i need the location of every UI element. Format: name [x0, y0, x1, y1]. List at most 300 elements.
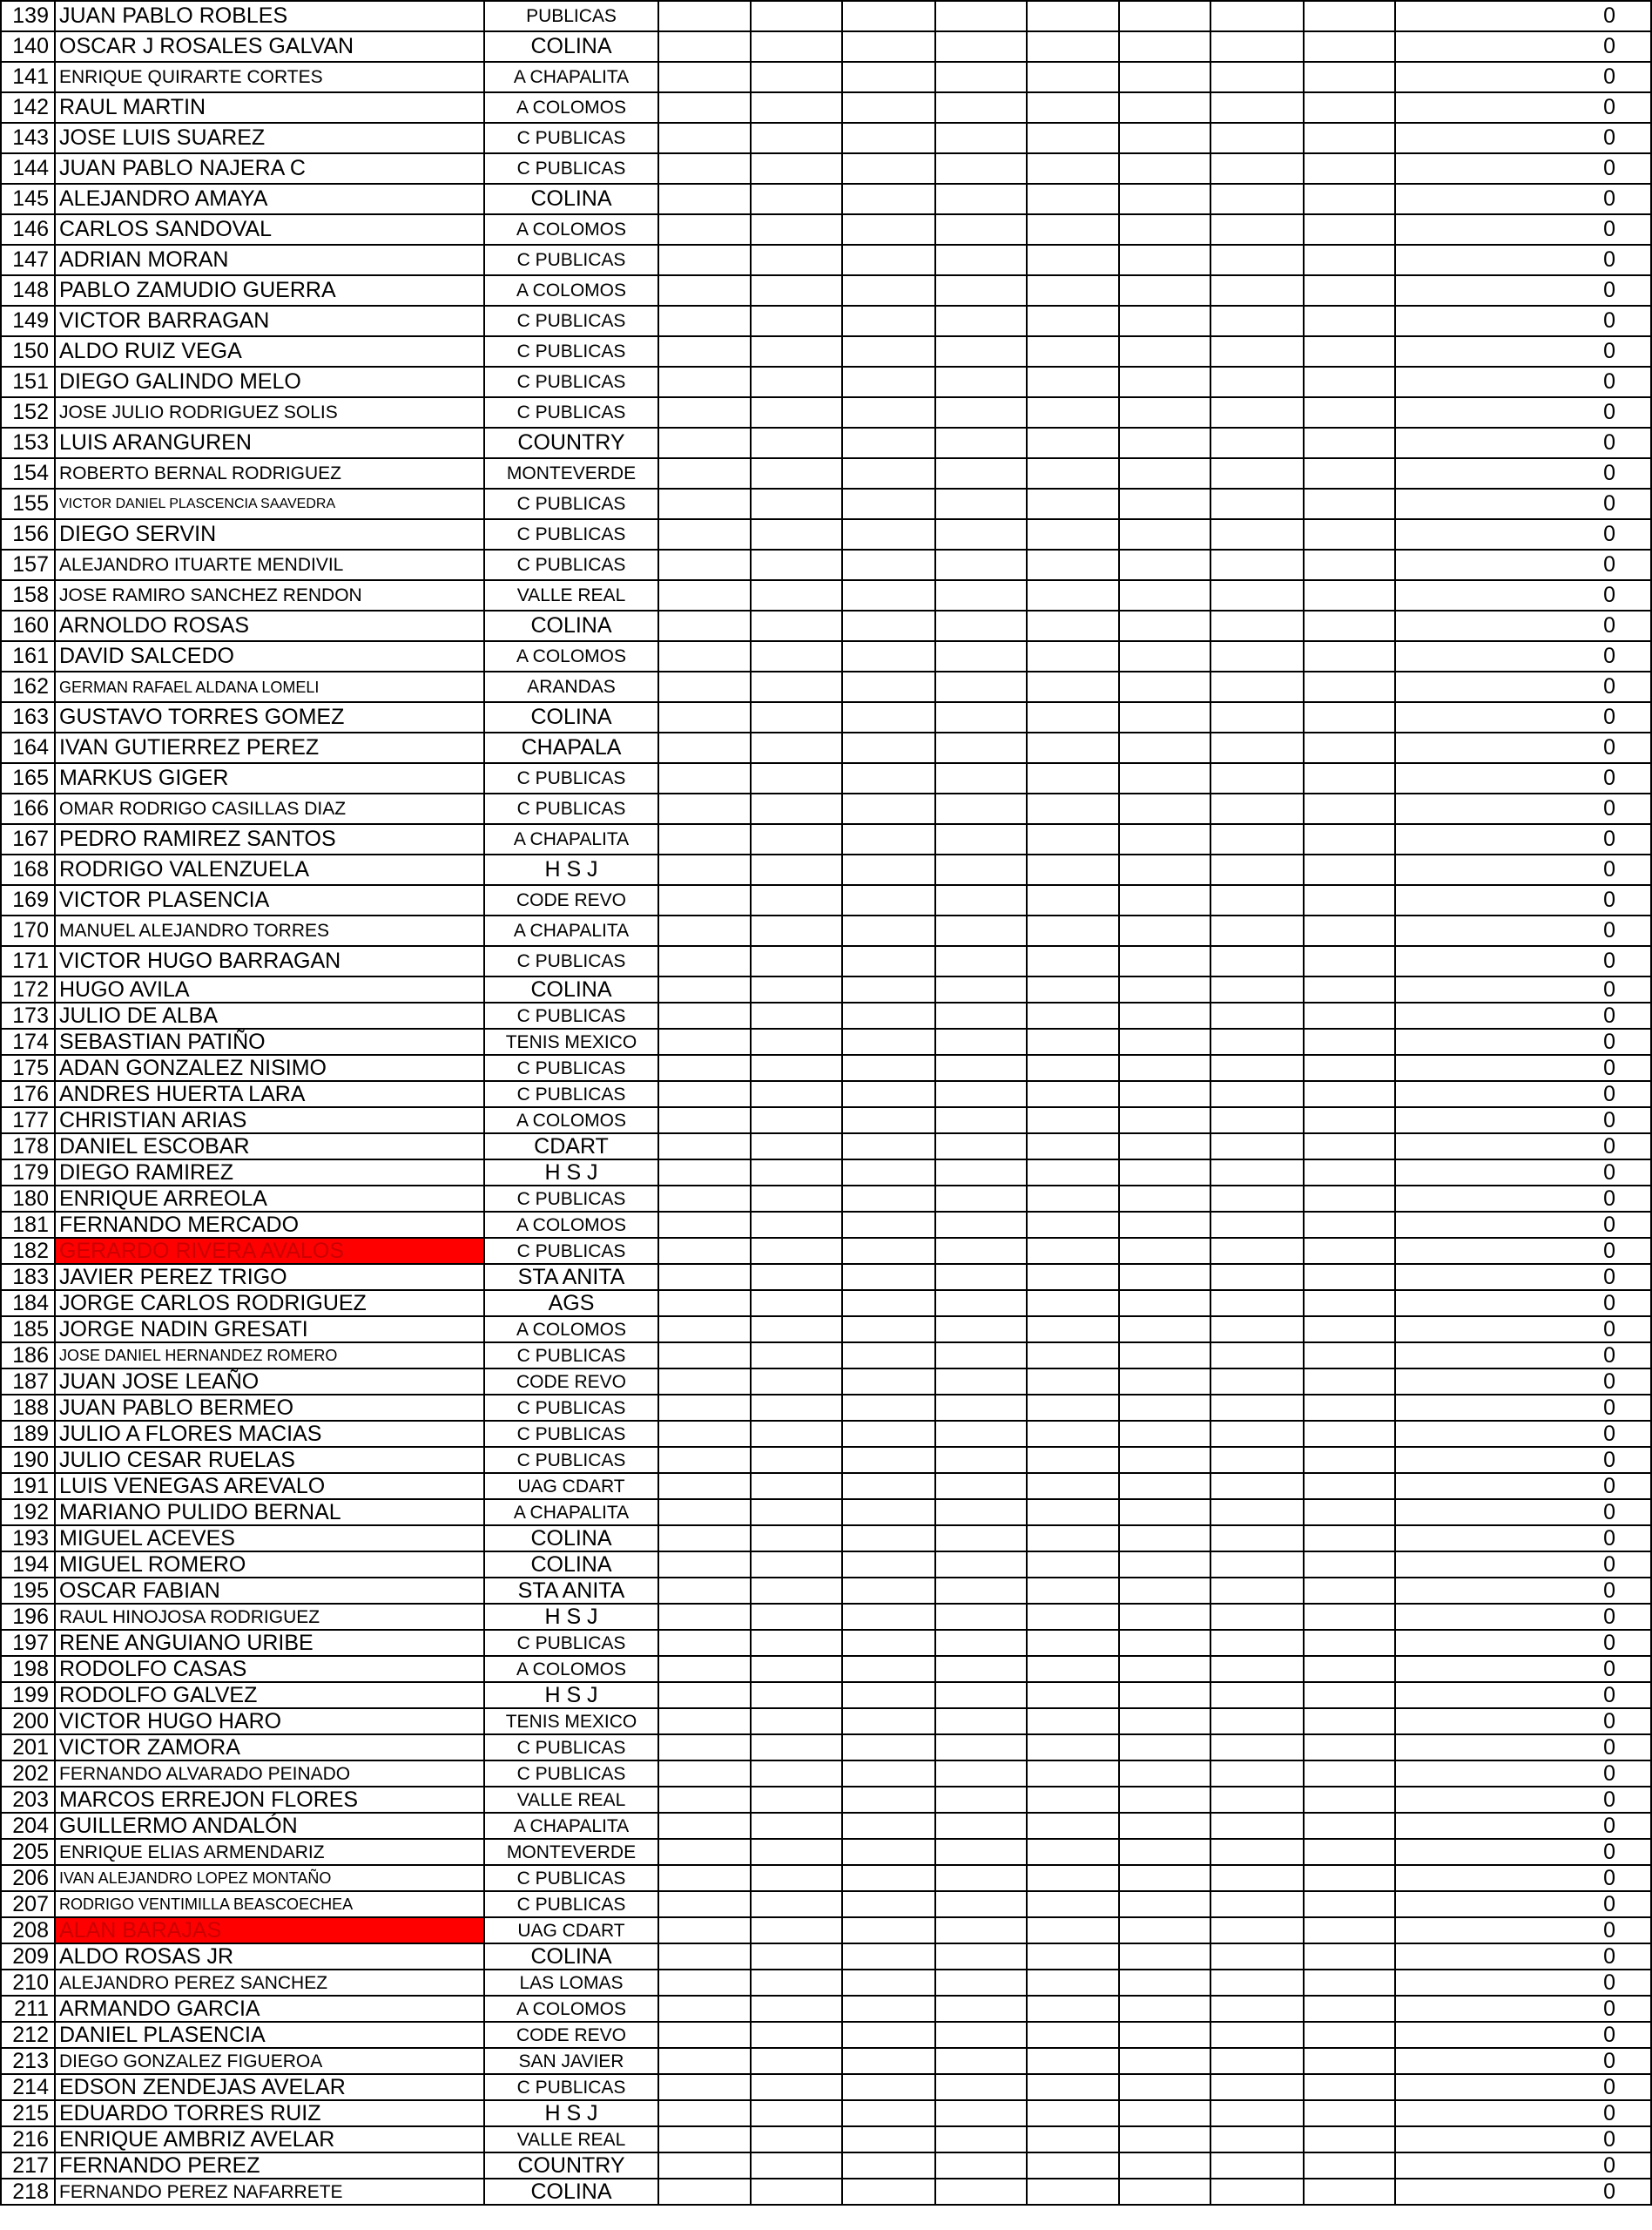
- club-name: COLINA: [484, 611, 658, 641]
- empty-cell: [751, 1316, 842, 1342]
- empty-cell: [658, 245, 751, 275]
- empty-cell: [935, 1787, 1027, 1813]
- empty-cell: [1027, 1578, 1119, 1604]
- row-number: 203: [1, 1787, 55, 1813]
- row-number: 218: [1, 2179, 55, 2205]
- empty-cell: [935, 641, 1027, 672]
- empty-cell: [751, 1499, 842, 1525]
- club-name: A COLOMOS: [484, 92, 658, 123]
- empty-cell: [751, 1395, 842, 1421]
- table-row: [1, 1917, 1651, 1943]
- score-cell: 0: [1395, 1499, 1651, 1525]
- club-name: H S J: [484, 1159, 658, 1186]
- empty-cell: [1027, 1682, 1119, 1708]
- empty-cell: [1027, 1865, 1119, 1891]
- row-number: 148: [1, 275, 55, 306]
- row-number: 197: [1, 1630, 55, 1656]
- club-name: C PUBLICAS: [484, 1395, 658, 1421]
- table-row: [1, 855, 1651, 885]
- empty-cell: [1027, 976, 1119, 1003]
- empty-cell: [1119, 580, 1210, 611]
- empty-cell: [1210, 397, 1304, 428]
- empty-cell: [1119, 702, 1210, 733]
- empty-cell: [1119, 1212, 1210, 1238]
- empty-cell: [1304, 1395, 1395, 1421]
- player-name: DANIEL ESCOBAR: [55, 1133, 484, 1159]
- empty-cell: [751, 1342, 842, 1368]
- empty-cell: [658, 1055, 751, 1081]
- empty-cell: [1304, 489, 1395, 519]
- empty-cell: [751, 1682, 842, 1708]
- table-row: [1, 550, 1651, 580]
- empty-cell: [751, 214, 842, 245]
- club-name: C PUBLICAS: [484, 946, 658, 976]
- empty-cell: [1210, 1238, 1304, 1264]
- empty-cell: [1027, 397, 1119, 428]
- table-row: [1, 245, 1651, 275]
- empty-cell: [751, 1656, 842, 1682]
- empty-cell: [842, 1917, 935, 1943]
- table-row: [1, 1238, 1651, 1264]
- score-cell: 0: [1395, 733, 1651, 763]
- empty-cell: [1027, 519, 1119, 550]
- table-row: [1, 184, 1651, 214]
- empty-cell: [935, 1708, 1027, 1734]
- table-row: [1, 2048, 1651, 2074]
- empty-cell: [1304, 184, 1395, 214]
- empty-cell: [1119, 1342, 1210, 1368]
- empty-cell: [751, 1525, 842, 1551]
- table-row: [1, 1734, 1651, 1760]
- table-row: [1, 1081, 1651, 1107]
- row-number: 156: [1, 519, 55, 550]
- empty-cell: [658, 1682, 751, 1708]
- score-cell: 0: [1395, 580, 1651, 611]
- empty-cell: [1027, 2100, 1119, 2126]
- empty-cell: [1210, 1996, 1304, 2022]
- row-number: 180: [1, 1186, 55, 1212]
- table-row: [1, 31, 1651, 62]
- empty-cell: [1027, 458, 1119, 489]
- score-cell: 0: [1395, 1133, 1651, 1159]
- empty-cell: [1119, 1290, 1210, 1316]
- empty-cell: [842, 214, 935, 245]
- club-name: C PUBLICAS: [484, 245, 658, 275]
- empty-cell: [935, 62, 1027, 92]
- empty-cell: [935, 1368, 1027, 1395]
- empty-cell: [1027, 2179, 1119, 2205]
- empty-cell: [1027, 733, 1119, 763]
- table-row: [1, 1943, 1651, 1970]
- empty-cell: [751, 62, 842, 92]
- table-row: [1, 1029, 1651, 1055]
- empty-cell: [1210, 1003, 1304, 1029]
- row-number: 195: [1, 1578, 55, 1604]
- empty-cell: [658, 580, 751, 611]
- empty-cell: [842, 1159, 935, 1186]
- table-row: [1, 885, 1651, 916]
- empty-cell: [935, 1682, 1027, 1708]
- empty-cell: [1210, 1421, 1304, 1447]
- player-name: ALEJANDRO ITUARTE MENDIVIL: [55, 550, 484, 580]
- club-name: H S J: [484, 855, 658, 885]
- player-name: ALDO ROSAS JR: [55, 1943, 484, 1970]
- table-row: [1, 580, 1651, 611]
- club-name: H S J: [484, 1682, 658, 1708]
- club-name: STA ANITA: [484, 1578, 658, 1604]
- score-cell: 0: [1395, 855, 1651, 885]
- player-name: RODOLFO CASAS: [55, 1656, 484, 1682]
- empty-cell: [842, 611, 935, 641]
- empty-cell: [1304, 733, 1395, 763]
- empty-cell: [1210, 1133, 1304, 1159]
- score-cell: 0: [1395, 1003, 1651, 1029]
- empty-cell: [935, 1813, 1027, 1839]
- empty-cell: [1119, 2100, 1210, 2126]
- empty-cell: [842, 2152, 935, 2179]
- empty-cell: [751, 2074, 842, 2100]
- empty-cell: [1304, 550, 1395, 580]
- empty-cell: [935, 1055, 1027, 1081]
- empty-cell: [935, 214, 1027, 245]
- score-cell: 0: [1395, 306, 1651, 336]
- empty-cell: [842, 2048, 935, 2074]
- table-row: [1, 763, 1651, 794]
- empty-cell: [842, 1421, 935, 1447]
- empty-cell: [658, 1996, 751, 2022]
- empty-cell: [1304, 611, 1395, 641]
- empty-cell: [1304, 1708, 1395, 1734]
- empty-cell: [935, 733, 1027, 763]
- table-row: [1, 1787, 1651, 1813]
- row-number: 215: [1, 2100, 55, 2126]
- empty-cell: [935, 1081, 1027, 1107]
- empty-cell: [751, 1917, 842, 1943]
- empty-cell: [1304, 2022, 1395, 2048]
- empty-cell: [1304, 306, 1395, 336]
- player-name: ARNOLDO ROSAS: [55, 611, 484, 641]
- empty-cell: [1304, 1813, 1395, 1839]
- empty-cell: [1027, 1499, 1119, 1525]
- player-name: DAVID SALCEDO: [55, 641, 484, 672]
- empty-cell: [935, 1342, 1027, 1368]
- player-name: ENRIQUE AMBRIZ AVELAR: [55, 2126, 484, 2152]
- table-row: [1, 1368, 1651, 1395]
- empty-cell: [935, 672, 1027, 702]
- empty-cell: [842, 1943, 935, 1970]
- empty-cell: [935, 1, 1027, 31]
- player-name: JOSE DANIEL HERNANDEZ ROMERO: [55, 1342, 484, 1368]
- empty-cell: [1210, 672, 1304, 702]
- empty-cell: [751, 123, 842, 153]
- empty-cell: [842, 885, 935, 916]
- empty-cell: [751, 1, 842, 31]
- row-number: 146: [1, 214, 55, 245]
- score-cell: 0: [1395, 702, 1651, 733]
- player-name: ANDRES HUERTA LARA: [55, 1081, 484, 1107]
- empty-cell: [1027, 1395, 1119, 1421]
- empty-cell: [1027, 1421, 1119, 1447]
- empty-cell: [751, 641, 842, 672]
- score-cell: 0: [1395, 1734, 1651, 1760]
- club-name: C PUBLICAS: [484, 794, 658, 824]
- club-name: C PUBLICAS: [484, 1421, 658, 1447]
- empty-cell: [658, 2100, 751, 2126]
- club-name: UAG CDART: [484, 1473, 658, 1499]
- row-number: 168: [1, 855, 55, 885]
- club-name: C PUBLICAS: [484, 397, 658, 428]
- empty-cell: [1027, 184, 1119, 214]
- empty-cell: [1210, 1264, 1304, 1290]
- empty-cell: [842, 1839, 935, 1865]
- empty-cell: [1304, 428, 1395, 458]
- empty-cell: [658, 1081, 751, 1107]
- empty-cell: [1210, 1813, 1304, 1839]
- club-name: COLINA: [484, 1943, 658, 1970]
- empty-cell: [1210, 275, 1304, 306]
- empty-cell: [658, 2048, 751, 2074]
- empty-cell: [1027, 306, 1119, 336]
- empty-cell: [842, 1081, 935, 1107]
- empty-cell: [1027, 885, 1119, 916]
- empty-cell: [751, 1029, 842, 1055]
- score-cell: 0: [1395, 1813, 1651, 1839]
- player-name: IVAN ALEJANDRO LOPEZ MONTAÑO: [55, 1865, 484, 1891]
- club-name: SAN JAVIER: [484, 2048, 658, 2074]
- empty-cell: [842, 1368, 935, 1395]
- score-cell: 0: [1395, 153, 1651, 184]
- empty-cell: [658, 153, 751, 184]
- empty-cell: [1119, 1551, 1210, 1578]
- row-number: 207: [1, 1891, 55, 1917]
- empty-cell: [1210, 1186, 1304, 1212]
- table-row: [1, 1839, 1651, 1865]
- empty-cell: [935, 1578, 1027, 1604]
- empty-cell: [1119, 1943, 1210, 1970]
- empty-cell: [1210, 2048, 1304, 2074]
- empty-cell: [1027, 1159, 1119, 1186]
- empty-cell: [658, 1787, 751, 1813]
- empty-cell: [1304, 62, 1395, 92]
- empty-cell: [658, 1316, 751, 1342]
- empty-cell: [842, 306, 935, 336]
- player-name: RODRIGO VALENZUELA: [55, 855, 484, 885]
- score-cell: 0: [1395, 1943, 1651, 1970]
- club-name: C PUBLICAS: [484, 1447, 658, 1473]
- empty-cell: [1210, 428, 1304, 458]
- club-name: COLINA: [484, 1551, 658, 1578]
- score-cell: 0: [1395, 336, 1651, 367]
- empty-cell: [1304, 1290, 1395, 1316]
- empty-cell: [751, 397, 842, 428]
- empty-cell: [1119, 1499, 1210, 1525]
- empty-cell: [1119, 1970, 1210, 1996]
- row-number: 144: [1, 153, 55, 184]
- empty-cell: [842, 31, 935, 62]
- row-number: 181: [1, 1212, 55, 1238]
- score-cell: 0: [1395, 2126, 1651, 2152]
- club-name: TENIS MEXICO: [484, 1708, 658, 1734]
- empty-cell: [658, 1, 751, 31]
- empty-cell: [842, 1656, 935, 1682]
- table-row: [1, 1395, 1651, 1421]
- empty-cell: [1304, 580, 1395, 611]
- empty-cell: [658, 702, 751, 733]
- empty-cell: [1304, 1368, 1395, 1395]
- player-name: PEDRO RAMIREZ SANTOS: [55, 824, 484, 855]
- empty-cell: [1304, 1, 1395, 31]
- score-cell: 0: [1395, 794, 1651, 824]
- empty-cell: [751, 946, 842, 976]
- player-name: CHRISTIAN ARIAS: [55, 1107, 484, 1133]
- empty-cell: [1027, 1917, 1119, 1943]
- empty-cell: [842, 1316, 935, 1342]
- empty-cell: [1119, 2126, 1210, 2152]
- empty-cell: [1027, 62, 1119, 92]
- empty-cell: [1027, 1186, 1119, 1212]
- table-row: [1, 2152, 1651, 2179]
- empty-cell: [751, 1630, 842, 1656]
- empty-cell: [1119, 611, 1210, 641]
- empty-cell: [842, 275, 935, 306]
- player-name: VICTOR HUGO BARRAGAN: [55, 946, 484, 976]
- empty-cell: [1210, 184, 1304, 214]
- player-name: VICTOR BARRAGAN: [55, 306, 484, 336]
- table-row: [1, 1290, 1651, 1316]
- empty-cell: [1304, 794, 1395, 824]
- table-row: [1, 336, 1651, 367]
- empty-cell: [1119, 1917, 1210, 1943]
- empty-cell: [842, 855, 935, 885]
- empty-cell: [935, 976, 1027, 1003]
- empty-cell: [658, 611, 751, 641]
- empty-cell: [842, 1813, 935, 1839]
- club-name: CODE REVO: [484, 1368, 658, 1395]
- club-name: A COLOMOS: [484, 1656, 658, 1682]
- empty-cell: [658, 885, 751, 916]
- empty-cell: [842, 1264, 935, 1290]
- club-name: ARANDAS: [484, 672, 658, 702]
- empty-cell: [751, 824, 842, 855]
- empty-cell: [1304, 214, 1395, 245]
- empty-cell: [658, 794, 751, 824]
- empty-cell: [935, 1499, 1027, 1525]
- empty-cell: [1304, 885, 1395, 916]
- score-cell: 0: [1395, 1787, 1651, 1813]
- empty-cell: [1119, 1578, 1210, 1604]
- empty-cell: [1210, 306, 1304, 336]
- empty-cell: [1210, 1159, 1304, 1186]
- empty-cell: [658, 1159, 751, 1186]
- empty-cell: [935, 916, 1027, 946]
- row-number: 178: [1, 1133, 55, 1159]
- empty-cell: [751, 611, 842, 641]
- empty-cell: [1304, 1551, 1395, 1578]
- empty-cell: [1210, 1212, 1304, 1238]
- empty-cell: [751, 153, 842, 184]
- player-name: LUIS ARANGUREN: [55, 428, 484, 458]
- empty-cell: [1210, 702, 1304, 733]
- club-name: A CHAPALITA: [484, 1813, 658, 1839]
- empty-cell: [1210, 916, 1304, 946]
- empty-cell: [658, 1551, 751, 1578]
- player-name: JUAN PABLO NAJERA C: [55, 153, 484, 184]
- player-name-highlighted: GERARDO RIVERA AVALOS: [55, 1238, 484, 1264]
- empty-cell: [751, 184, 842, 214]
- empty-cell: [842, 1395, 935, 1421]
- empty-cell: [1027, 672, 1119, 702]
- empty-cell: [1027, 702, 1119, 733]
- player-name: MARCOS ERREJON FLORES: [55, 1787, 484, 1813]
- player-name: OSCAR FABIAN: [55, 1578, 484, 1604]
- score-cell: 0: [1395, 1656, 1651, 1682]
- empty-cell: [658, 1447, 751, 1473]
- club-name: H S J: [484, 1604, 658, 1630]
- empty-cell: [1119, 336, 1210, 367]
- player-name: HUGO AVILA: [55, 976, 484, 1003]
- empty-cell: [1304, 1081, 1395, 1107]
- player-name: OSCAR J ROSALES GALVAN: [55, 31, 484, 62]
- empty-cell: [842, 550, 935, 580]
- empty-cell: [1304, 1107, 1395, 1133]
- row-number: 166: [1, 794, 55, 824]
- player-name: VICTOR ZAMORA: [55, 1734, 484, 1760]
- table-row: [1, 1996, 1651, 2022]
- table-row: [1, 1708, 1651, 1734]
- row-number: 209: [1, 1943, 55, 1970]
- empty-cell: [1119, 123, 1210, 153]
- score-cell: 0: [1395, 1525, 1651, 1551]
- row-number: 190: [1, 1447, 55, 1473]
- empty-cell: [658, 1290, 751, 1316]
- table-row: [1, 1186, 1651, 1212]
- empty-cell: [1027, 1316, 1119, 1342]
- empty-cell: [751, 763, 842, 794]
- empty-cell: [658, 184, 751, 214]
- empty-cell: [1119, 214, 1210, 245]
- empty-cell: [1210, 336, 1304, 367]
- row-number: 154: [1, 458, 55, 489]
- row-number: 182: [1, 1238, 55, 1264]
- empty-cell: [935, 275, 1027, 306]
- score-cell: 0: [1395, 1186, 1651, 1212]
- empty-cell: [658, 2022, 751, 2048]
- empty-cell: [842, 976, 935, 1003]
- empty-cell: [842, 1970, 935, 1996]
- empty-cell: [1210, 1368, 1304, 1395]
- club-name: A COLOMOS: [484, 1316, 658, 1342]
- empty-cell: [1210, 1107, 1304, 1133]
- player-name: FERNANDO MERCADO: [55, 1212, 484, 1238]
- player-name: FERNANDO PEREZ NAFARRETE: [55, 2179, 484, 2205]
- row-number: 143: [1, 123, 55, 153]
- row-number: 202: [1, 1760, 55, 1787]
- empty-cell: [1210, 1604, 1304, 1630]
- empty-cell: [1119, 2022, 1210, 2048]
- player-name: RAUL MARTIN: [55, 92, 484, 123]
- score-cell: 0: [1395, 1917, 1651, 1943]
- empty-cell: [1027, 611, 1119, 641]
- empty-cell: [842, 245, 935, 275]
- empty-cell: [658, 123, 751, 153]
- player-name: DANIEL PLASENCIA: [55, 2022, 484, 2048]
- table-row: [1, 2126, 1651, 2152]
- empty-cell: [935, 1996, 1027, 2022]
- empty-cell: [751, 855, 842, 885]
- empty-cell: [935, 1525, 1027, 1551]
- empty-cell: [1304, 1996, 1395, 2022]
- empty-cell: [1304, 763, 1395, 794]
